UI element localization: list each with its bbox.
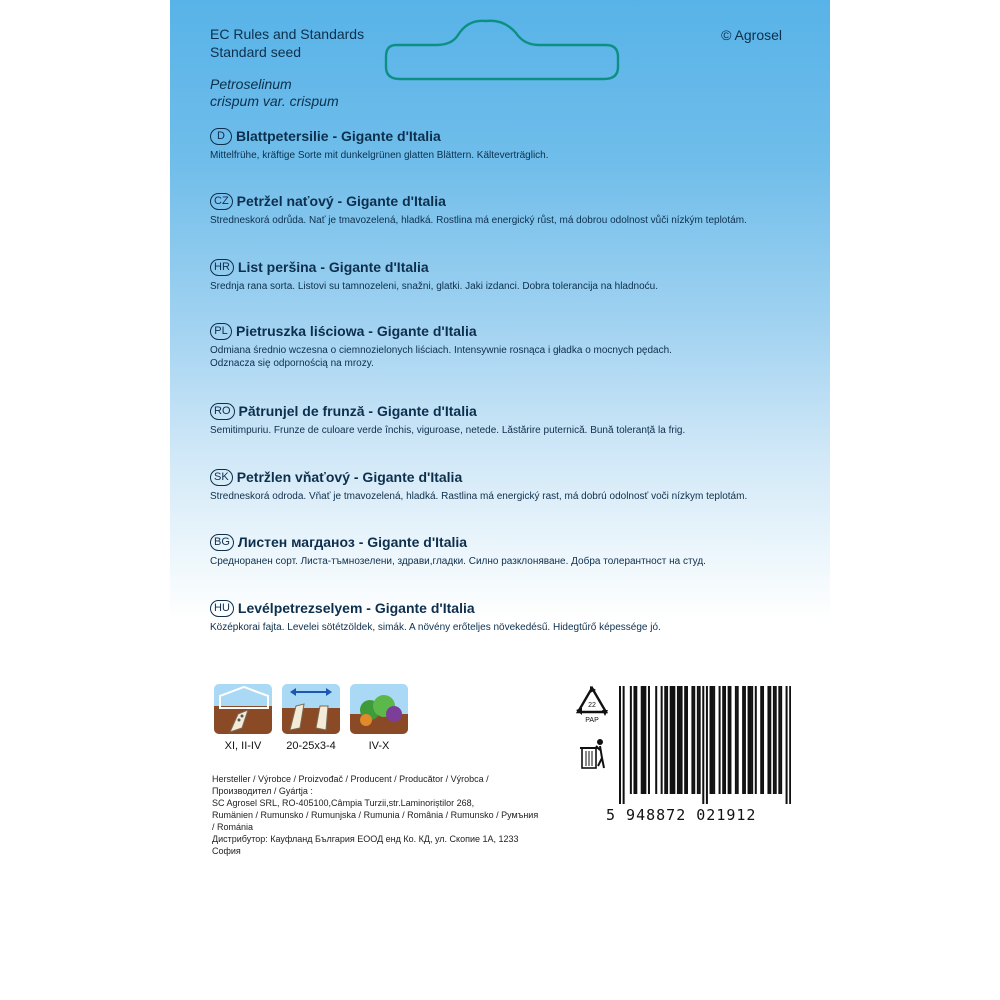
row-spacing-icon [282, 684, 340, 734]
variety-description: Semitimpuriu. Frunze de culoare verde închis, viguroase, netede. Lăstărire puternică. Bună toleranță la frig. [210, 425, 686, 436]
lang-code-badge: BG [210, 534, 234, 551]
barcode-bar [672, 686, 674, 794]
barcode-bar [735, 686, 737, 794]
barcode-bar [767, 686, 769, 794]
variety-description: Odmiana średnio wczesna o ciemnozielonych liściach. Intensywnie rosnąca i gładka o mocnych pędach. [210, 345, 672, 356]
seed-class-line: Standard seed [210, 44, 302, 60]
barcode-bar [713, 686, 715, 794]
latin-name-1: Petroselinum [210, 76, 292, 92]
variety-title: Pătrunjel de frunză - Gigante d'Italia [238, 403, 477, 419]
barcode-bar [762, 686, 764, 794]
barcode-bar [780, 686, 782, 794]
barcode-bar [693, 686, 695, 794]
section-sk [210, 467, 810, 503]
barcode-bar [619, 686, 621, 804]
barcode-bar [786, 686, 788, 804]
barcode-bar [630, 686, 632, 794]
disposal-bin-icon [578, 738, 606, 772]
barcode-bar [702, 686, 704, 804]
barcode-bar [697, 686, 699, 794]
section-bg [210, 532, 810, 568]
section-de [210, 126, 810, 162]
lang-code-badge: SK [210, 469, 233, 486]
barcode-bar [664, 686, 666, 794]
recycling-icon [572, 684, 612, 728]
barcode-bar [643, 686, 645, 794]
barcode-bar [711, 686, 713, 794]
barcode-bar [681, 686, 683, 794]
section-cz [210, 191, 810, 227]
variety-title: Levélpetrezselyem - Gigante d'Italia [237, 600, 475, 616]
barcode-bar [749, 686, 751, 794]
manufacturer-info [212, 773, 542, 857]
barcode-bar [666, 686, 668, 794]
section-hu [210, 598, 810, 634]
barcode-bar [719, 686, 721, 794]
variety-title: Petržlen vňaťový - Gigante d'Italia [236, 469, 463, 485]
barcode-bar [679, 686, 681, 794]
barcode-bar [769, 686, 771, 794]
section-ro [210, 401, 810, 437]
barcode-bar [644, 686, 646, 794]
section-hr [210, 257, 810, 293]
barcode-digits: 5 948872 021912 [606, 806, 757, 824]
manufacturer-line: Hersteller / Výrobce / Proizvođač / Producent / Producător / Výrobca / Производител / Gyártja : [212, 774, 489, 796]
latin-name-2: crispum var. crispum [210, 93, 339, 109]
variety-description: Középkorai fajta. Levelei sötétzöldek, simák. A növény erőteljes növekedésű. Hidegtűrő képessége jó. [210, 622, 661, 633]
recycling-code: PAP [585, 717, 599, 724]
barcode-bar [677, 686, 679, 794]
barcode-bar [724, 686, 726, 794]
lang-code-badge: PL [210, 323, 232, 340]
variety-title: List peršina - Gigante d'Italia [237, 259, 429, 275]
barcode-bar [691, 686, 693, 794]
variety-title: Petržel naťový - Gigante d'Italia [236, 193, 446, 209]
barcode-bar [778, 686, 780, 794]
barcode-bar [641, 686, 643, 794]
sowing-under-cover-icon [214, 684, 272, 734]
variety-description: Mittelfrühe, kräftige Sorte mit dunkelgrünen glatten Blättern. Kälteverträglich. [210, 150, 549, 161]
barcode-bar [699, 686, 701, 794]
barcode-bar [706, 686, 708, 804]
barcode-bar [744, 686, 746, 794]
lang-code-badge: HR [210, 259, 234, 276]
variety-description: Средноранен сорт. Листа-тъмнозелени, здрави,гладки. Силно разклоняване. Добра толерантност на студ. [210, 556, 706, 567]
lang-code-badge: D [210, 128, 232, 145]
barcode-bar [684, 686, 686, 794]
barcode-bar [623, 686, 625, 804]
seed-packet-back [170, 0, 830, 1000]
barcode-bar [773, 686, 775, 794]
manufacturer-line: Rumänien / Rumunsko / Rumunjska / Rumunia / România / Rumunsko / Румъния / Románia [212, 810, 539, 832]
barcode-bar [648, 686, 650, 794]
barcode-bar [775, 686, 777, 794]
barcode-bar [686, 686, 688, 794]
barcode-bar [710, 686, 712, 794]
barcode-bar [633, 686, 635, 794]
manufacturer-line: SC Agrosel SRL, RO-405100,Câmpia Turzii,str.Laminoriștilor 268, [212, 798, 475, 808]
standards-line: EC Rules and Standards [210, 26, 365, 42]
variety-description: Stredneskorá odrůda. Nať je tmavozelená, hladká. Rostlina má energický růst, má dobrou odolnost vůči nízkým teplotám. [210, 215, 747, 226]
barcode-bar [789, 686, 791, 804]
variety-description: Stredneskorá odroda. Vňať je tmavozelená, hladká. Rastlina má energický rast, má dobrú odolnosť voči nízkym teplotám. [210, 491, 748, 502]
barcode-bar [737, 686, 739, 794]
copyright: © Agrosel [721, 27, 782, 43]
variety-description: Srednja rana sorta. Listovi su tamnozeleni, snažni, glatki. Jaki izdanci. Dobra tolerancija na hladnoću. [210, 281, 659, 292]
barcode-bar [673, 686, 675, 794]
barcode-bar [670, 686, 672, 794]
barcode-bar [728, 686, 730, 794]
barcode-bar [655, 686, 657, 794]
barcode-bar [635, 686, 637, 794]
lang-code-badge: CZ [210, 193, 233, 210]
lang-code-badge: RO [210, 403, 235, 420]
barcode-bar [748, 686, 750, 794]
barcode-bar [742, 686, 744, 794]
barcode-bar [755, 686, 757, 794]
spacing-label: 20-25x3-4 [286, 740, 336, 752]
variety-title: Листен магданоз - Gigante d'Italia [237, 534, 468, 550]
hang-hole-outline [384, 15, 624, 85]
manufacturer-line: Дистрибутор: Кауфланд България ЕООД енд Ко. КД, ул. Скопие 1А, 1233 София [212, 834, 519, 856]
variety-title: Blattpetersilie - Gigante d'Italia [236, 128, 441, 144]
barcode-bar [760, 686, 762, 794]
recycling-number: 22 [588, 702, 596, 709]
variety-description: Odznacza się odpornością na mrozy. [210, 358, 374, 369]
lang-code-badge: HU [210, 600, 234, 617]
barcode-bar [722, 686, 724, 794]
harvest-period-label: IV-X [368, 740, 390, 752]
barcode-bar [729, 686, 731, 794]
ean13-barcode [619, 686, 791, 804]
barcode-bar [661, 686, 663, 794]
sowing-period-label: XI, II-IV [224, 740, 262, 752]
section-pl [210, 321, 810, 370]
harvest-icon [350, 684, 408, 734]
variety-title: Pietruszka liściowa - Gigante d'Italia [236, 323, 477, 339]
barcode-bar [751, 686, 753, 794]
